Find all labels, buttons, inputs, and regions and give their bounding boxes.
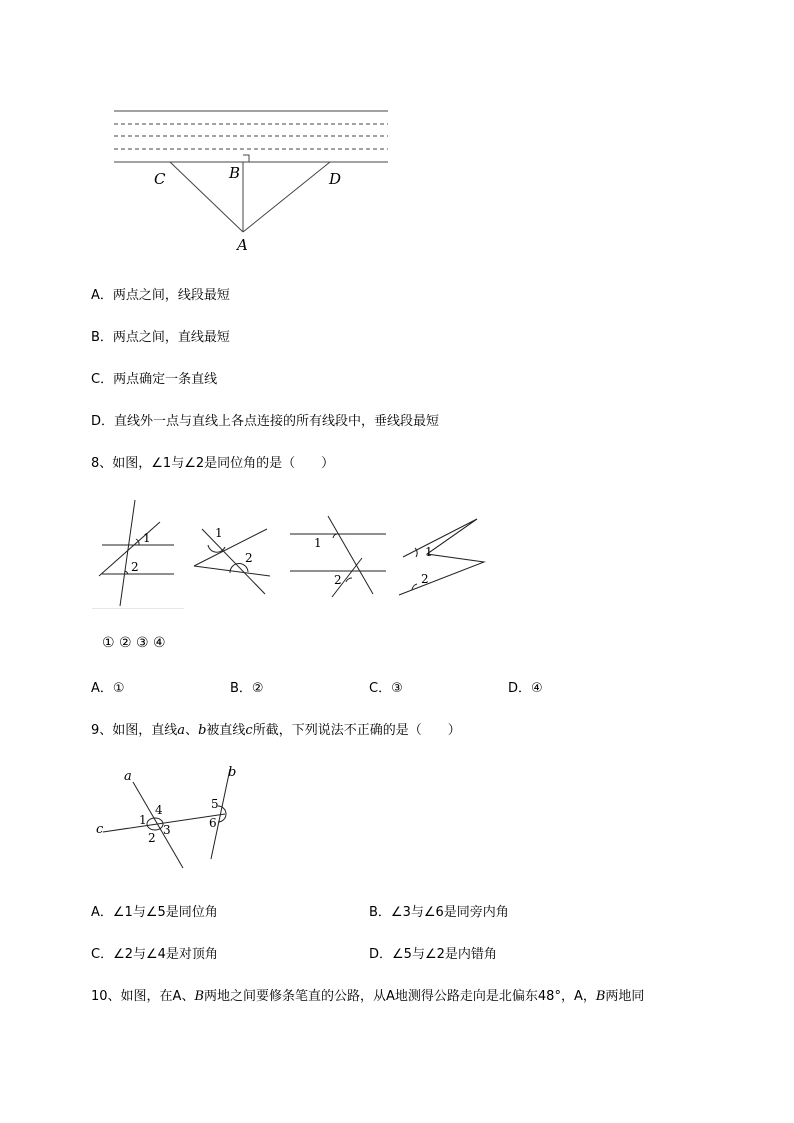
- q10-stem: [91, 985, 644, 1004]
- q7-option-b: [91, 326, 230, 345]
- option-text: ③: [391, 681, 403, 696]
- question-number: 9、: [91, 723, 113, 738]
- line-a-label: a: [124, 769, 132, 784]
- option-letter: C．: [91, 372, 114, 387]
- question-text: 两地之间要修条笔直的公路，从A地测得公路走向是北偏东48°，A，: [204, 989, 596, 1004]
- angle-2-label: 2: [245, 551, 253, 565]
- angle-1-label: 1: [143, 531, 151, 545]
- question-number: 10、: [91, 989, 121, 1004]
- option-letter: B．: [230, 681, 252, 696]
- angle-2-label: 2: [421, 572, 429, 586]
- point-a-label: A: [237, 236, 248, 254]
- q9-stem: [91, 719, 461, 738]
- q8-option-b: [230, 677, 264, 696]
- question-text: 被直线: [206, 723, 246, 738]
- line-c-name: c: [245, 723, 253, 738]
- line-c-label: c: [96, 822, 104, 837]
- question-text: 、: [185, 723, 199, 738]
- angle-6-label: 6: [209, 816, 217, 830]
- option-text: ∠3与∠6是同旁内角: [390, 905, 509, 920]
- q9-option-d: [369, 943, 497, 962]
- question-text: 如图，在A、: [120, 989, 195, 1004]
- q8-stem: [91, 452, 334, 471]
- q8-option-c: [369, 677, 403, 696]
- q7-option-a: [91, 284, 230, 303]
- option-letter: A．: [91, 288, 113, 303]
- angle-figures: [92, 494, 492, 612]
- question-text: 所截，下列说法不正确的是（ ）: [252, 723, 461, 738]
- figure-number-labels: ① ② ③ ④: [102, 635, 166, 651]
- angle-3-label: 3: [163, 823, 171, 837]
- option-letter: C．: [91, 947, 114, 962]
- option-text: ∠2与∠4是对顶角: [113, 947, 218, 962]
- q7-option-d: [91, 410, 439, 429]
- question-text: 两地同: [605, 989, 645, 1004]
- q9-option-c: [91, 943, 218, 962]
- road-figure: [108, 100, 398, 260]
- angle-1-label: 1: [139, 813, 147, 827]
- angle-1-label: 1: [314, 536, 322, 550]
- line-b-name: b: [198, 723, 207, 738]
- q9-option-a: [91, 901, 218, 920]
- question-number: 8、: [91, 456, 113, 471]
- angle-1-label: 1: [425, 545, 433, 559]
- point-b-name: B: [595, 989, 606, 1004]
- option-letter: C．: [369, 681, 392, 696]
- question-text: 如图，直线: [112, 723, 178, 738]
- point-d-label: D: [329, 170, 342, 188]
- option-text: ①: [112, 681, 125, 696]
- option-letter: D．: [508, 681, 532, 696]
- angle-2-label: 2: [131, 560, 139, 574]
- q7-option-c: [91, 368, 217, 387]
- option-text: 两点之间，线段最短: [112, 288, 230, 303]
- option-text: ②: [251, 681, 264, 696]
- q9-option-b: [369, 901, 509, 920]
- option-letter: D．: [91, 414, 115, 429]
- angle-2-label: 2: [334, 573, 342, 587]
- point-c-label: C: [154, 170, 166, 188]
- line-a-name: a: [177, 723, 186, 738]
- option-text: ④: [531, 681, 543, 696]
- line-b-label: b: [228, 765, 237, 780]
- option-letter: B．: [369, 905, 391, 920]
- option-letter: A．: [91, 681, 113, 696]
- transversal-figure: [92, 762, 252, 872]
- option-text: 两点之间，直线最短: [112, 330, 230, 345]
- q8-option-d: [508, 677, 543, 696]
- question-text: 如图，∠1与∠2是同位角的是（ ）: [112, 456, 335, 471]
- angle-1-label: 1: [215, 526, 223, 540]
- option-text: 直线外一点与直线上各点连接的所有线段中，垂线段最短: [114, 414, 440, 429]
- option-letter: A．: [91, 905, 113, 920]
- option-letter: D．: [369, 947, 393, 962]
- q8-option-a: [91, 677, 125, 696]
- point-b-label: B: [229, 164, 241, 182]
- angle-2-label: 2: [148, 831, 156, 845]
- option-text: 两点确定一条直线: [113, 372, 218, 387]
- option-letter: B．: [91, 330, 113, 345]
- option-text: ∠5与∠2是内错角: [392, 947, 497, 962]
- point-b-name: B: [194, 989, 205, 1004]
- angle-4-label: 4: [155, 803, 163, 817]
- angle-5-label: 5: [211, 797, 219, 811]
- option-text: ∠1与∠5是同位角: [112, 905, 218, 920]
